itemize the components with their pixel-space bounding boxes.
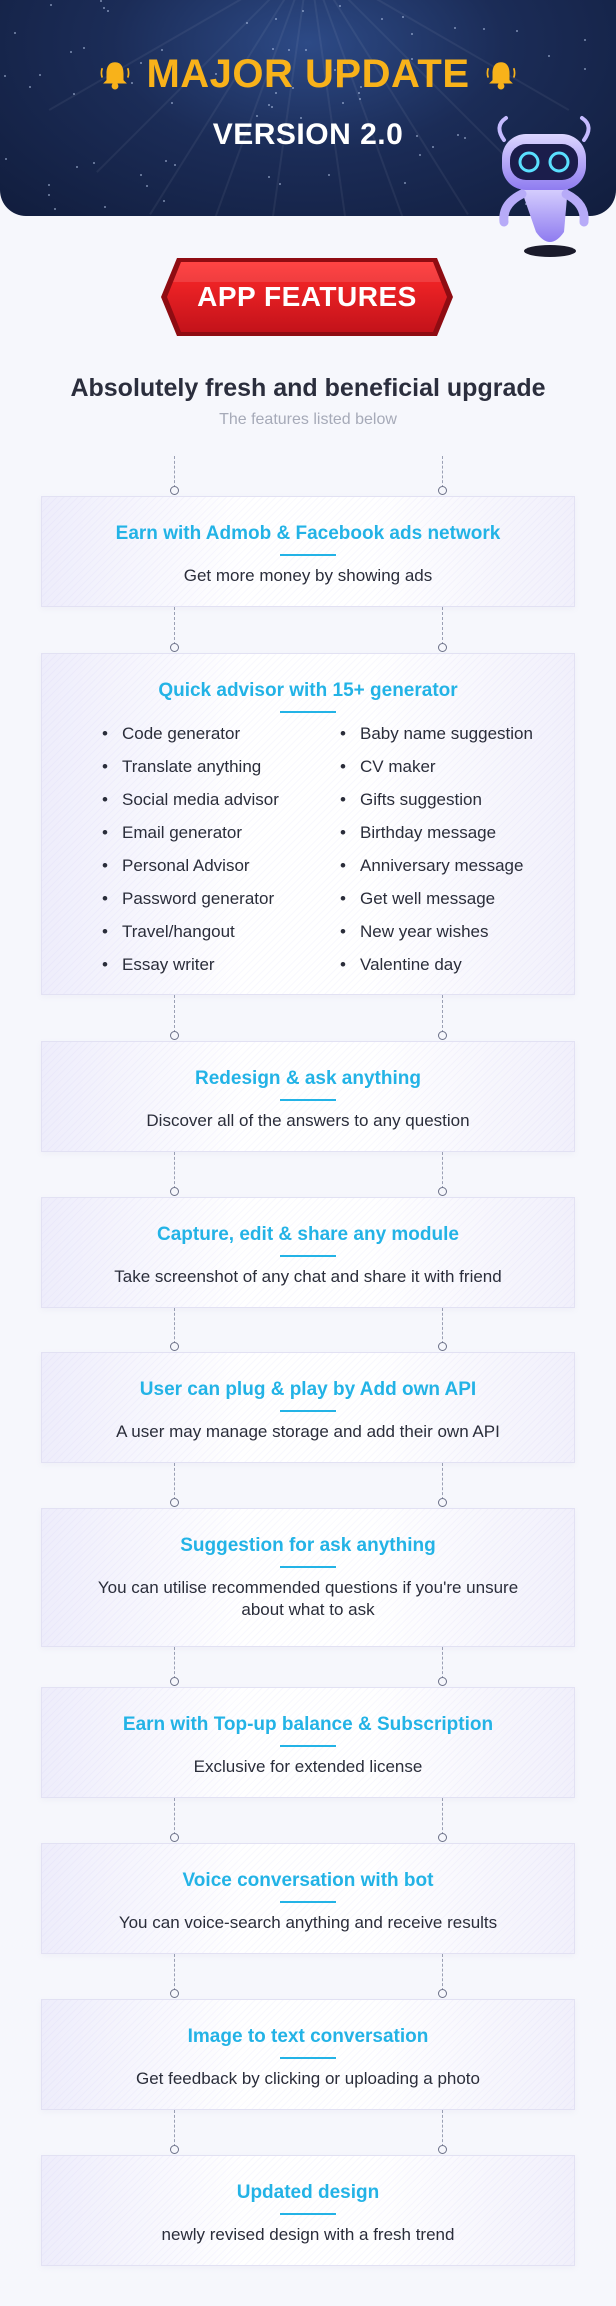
connector-line	[442, 456, 443, 488]
connector-line	[442, 2110, 443, 2147]
hero-star	[454, 27, 456, 29]
connector-dot	[438, 1187, 447, 1196]
list-item: • Code generator	[102, 723, 279, 756]
hero-star	[100, 0, 102, 2]
connector-line	[174, 1798, 175, 1835]
list-item: • Birthday message	[340, 822, 533, 855]
connector-line	[442, 1798, 443, 1835]
intro-subline: The features listed below	[219, 411, 397, 428]
list-item: • Anniversary message	[340, 855, 533, 888]
hero-star	[93, 162, 95, 164]
connector-line	[442, 1463, 443, 1500]
hero-star	[275, 18, 277, 20]
feature-card	[41, 1352, 575, 1463]
feature-card	[41, 1508, 575, 1647]
connector-dot	[438, 1677, 447, 1686]
bell-icon	[484, 58, 518, 92]
feature-card-desc: newly revised design with a fresh trend	[161, 2225, 455, 2244]
connector-dot	[170, 1833, 179, 1842]
title-underline	[280, 2213, 336, 2215]
title-underline	[280, 1255, 336, 1257]
list-item: • Gifts suggestion	[340, 789, 533, 822]
app-features-ribbon	[159, 254, 455, 340]
connector-dot	[438, 1989, 447, 1998]
connector-dot	[170, 1342, 179, 1351]
hero-star	[288, 49, 290, 51]
hero-star	[104, 206, 106, 208]
list-item: • New year wishes	[340, 921, 533, 954]
robot-mascot-icon	[484, 112, 604, 262]
title-underline	[280, 1901, 336, 1903]
title-underline	[280, 554, 336, 556]
connector-line	[174, 456, 175, 488]
hero-star	[268, 104, 270, 106]
connector-dot	[170, 1989, 179, 1998]
connector-line	[442, 1647, 443, 1679]
list-item: • Password generator	[102, 888, 279, 921]
connector-line	[442, 1308, 443, 1344]
feature-card	[41, 1041, 575, 1152]
connector-dot	[438, 1833, 447, 1842]
hero-star	[107, 10, 109, 12]
list-item: • Email generator	[102, 822, 279, 855]
connector-dot	[438, 1342, 447, 1351]
list-item: • Baby name suggestion	[340, 723, 533, 756]
feature-card-title: Capture, edit & share any module	[157, 1224, 459, 1245]
hero-star	[5, 158, 7, 160]
hero-star	[174, 164, 176, 166]
connector-dot	[438, 2145, 447, 2154]
title-underline	[280, 711, 336, 713]
list-item: • Get well message	[340, 888, 533, 921]
list-item: • CV maker	[340, 756, 533, 789]
hero-star	[83, 47, 85, 49]
feature-card	[41, 1843, 575, 1954]
hero-ray	[266, 0, 310, 216]
connector-dot	[170, 1031, 179, 1040]
title-underline	[280, 1566, 336, 1568]
ribbon-label: APP FEATURES	[197, 281, 417, 312]
hero-star	[48, 194, 50, 196]
hero-star	[381, 18, 383, 20]
hero-star	[305, 49, 307, 51]
hero-star	[302, 10, 304, 12]
connector-line	[442, 995, 443, 1033]
hero-star	[272, 48, 274, 50]
feature-card-desc: A user may manage storage and add their own API	[116, 1422, 500, 1441]
hero-title: MAJOR UPDATE	[146, 52, 470, 96]
connector-dot	[170, 1498, 179, 1507]
hero-star	[268, 176, 270, 178]
hero-star	[271, 106, 273, 108]
connector-line	[174, 607, 175, 645]
hero-star	[163, 200, 165, 202]
list-item: • Social media advisor	[102, 789, 279, 822]
feature-card	[41, 496, 575, 607]
hero-star	[256, 115, 258, 117]
feature-card	[41, 1197, 575, 1308]
hero-star	[103, 7, 105, 9]
hero-ray	[205, 0, 309, 216]
connector-dot	[438, 486, 447, 495]
hero-star	[339, 5, 341, 7]
generator-list-left	[102, 723, 279, 987]
connector-dot	[438, 1498, 447, 1507]
hero-star	[342, 102, 344, 104]
feature-card-title: User can plug & play by Add own API	[139, 1379, 477, 1400]
list-item: • Travel/hangout	[102, 921, 279, 954]
hero-star	[246, 22, 248, 24]
hero-star	[359, 98, 361, 100]
feature-card-desc: Exclusive for extended license	[193, 1757, 423, 1776]
connector-dot	[170, 643, 179, 652]
hero-ray	[308, 0, 352, 216]
hero-star	[54, 208, 56, 210]
feature-card-desc: You can utilise recommended questions if you're unsure about what to ask	[97, 1578, 519, 1619]
feature-card-title: Voice conversation with bot	[182, 1870, 434, 1891]
connector-line	[174, 1152, 175, 1189]
feature-card	[41, 1687, 575, 1798]
connector-dot	[438, 643, 447, 652]
connector-line	[174, 1308, 175, 1344]
list-item: • Essay writer	[102, 954, 279, 987]
connector-line	[174, 995, 175, 1033]
hero-star	[50, 4, 52, 6]
hero-star	[419, 154, 421, 156]
feature-card-desc: Take screenshot of any chat and share it with friend	[114, 1267, 502, 1286]
feature-card	[41, 2155, 575, 2266]
title-underline	[280, 2057, 336, 2059]
hero-star	[14, 32, 16, 34]
connector-line	[442, 1954, 443, 1991]
feature-card-desc: Get feedback by clicking or uploading a photo	[135, 2069, 480, 2088]
hero-star	[140, 174, 142, 176]
connector-line	[442, 1152, 443, 1189]
connector-line	[442, 607, 443, 645]
feature-card-title: Quick advisor with 15+ generator	[158, 680, 458, 701]
hero-star	[483, 28, 485, 30]
title-underline	[280, 1410, 336, 1412]
feature-card-title: Suggestion for ask anything	[180, 1535, 436, 1556]
hero-star	[279, 183, 281, 185]
feature-card-title: Earn with Admob & Facebook ads network	[115, 523, 501, 544]
list-item: • Personal Advisor	[102, 855, 279, 888]
feature-card-desc: Discover all of the answers to any question	[146, 1111, 470, 1130]
hero-star	[76, 166, 78, 168]
hero-star	[161, 49, 163, 51]
connector-line	[174, 1954, 175, 1991]
title-underline	[280, 1099, 336, 1101]
bell-icon	[98, 58, 132, 92]
hero-star	[328, 174, 330, 176]
connector-line	[174, 1647, 175, 1679]
connector-dot	[170, 1187, 179, 1196]
version-label: VERSION 2.0	[212, 118, 404, 151]
hero-star	[165, 160, 167, 162]
hero-star	[48, 184, 50, 186]
connector-dot	[170, 1677, 179, 1686]
list-item: • Translate anything	[102, 756, 279, 789]
intro-headline: Absolutely fresh and beneficial upgrade	[70, 374, 546, 402]
feature-card-title: Redesign & ask anything	[195, 1068, 421, 1089]
connector-dot	[170, 2145, 179, 2154]
list-item: • Valentine day	[340, 954, 533, 987]
hero-star	[171, 102, 173, 104]
hero-title-row	[0, 52, 616, 97]
hero-ray	[308, 0, 412, 216]
hero-star	[411, 33, 413, 35]
feature-card-title: Updated design	[236, 2182, 380, 2203]
hero-star	[516, 30, 518, 32]
generator-list-right	[340, 723, 533, 987]
hero-ray	[149, 0, 310, 215]
feature-card	[41, 1999, 575, 2110]
hero-star	[404, 182, 406, 184]
feature-card-desc: You can voice-search anything and receive results	[118, 1913, 498, 1932]
connector-line	[174, 2110, 175, 2147]
feature-card-desc: Get more money by showing ads	[183, 566, 433, 585]
hero-star	[146, 185, 148, 187]
hero-star	[584, 39, 586, 41]
connector-line	[174, 1463, 175, 1500]
title-underline	[280, 1745, 336, 1747]
connector-dot	[438, 1031, 447, 1040]
connector-dot	[170, 486, 179, 495]
feature-card-advisor	[41, 653, 575, 995]
feature-card-title: Image to text conversation	[187, 2026, 429, 2047]
feature-card-title: Earn with Top-up balance & Subscription	[122, 1714, 494, 1735]
hero-star	[402, 16, 404, 18]
